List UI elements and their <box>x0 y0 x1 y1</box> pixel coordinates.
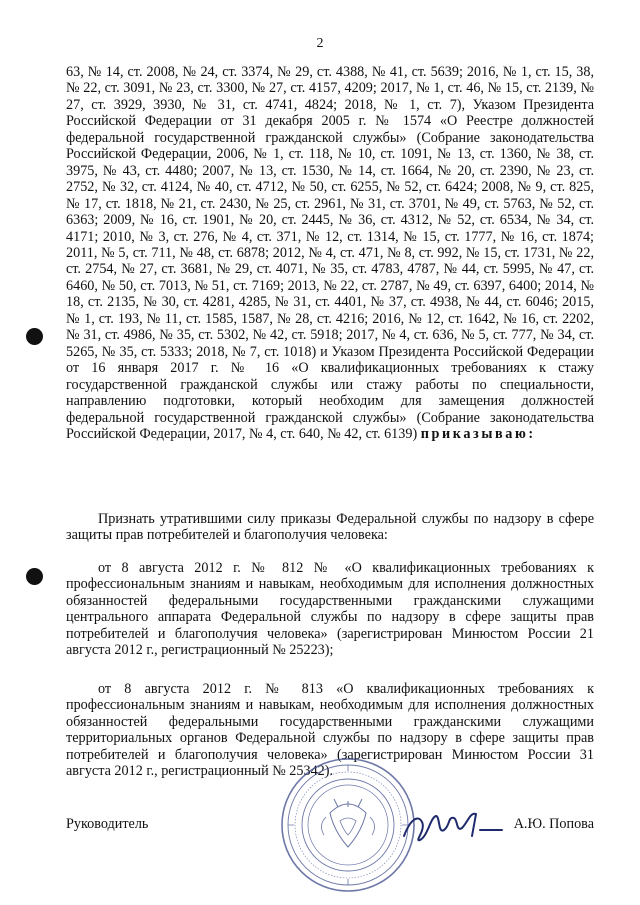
paragraph-order-812 <box>66 560 594 659</box>
signature-block <box>66 816 594 836</box>
order-813-text: от 8 августа 2012 г. № 813 «О квалификационных требованиях к профессиональным знаниям и навыкам, необходимым для исполнения должностных обязанностей федеральными государственными гражданскими служащими территориальных органов Федеральной службы по надзору в сфере защиты прав потребителей и благополучия человека» (зарегистрирован Минюстом России 31 августа 2012 г., регистрационный № 25342). <box>66 681 594 780</box>
paragraph-repeal <box>66 511 594 544</box>
page-number: 2 <box>316 36 324 51</box>
order-word: приказываю: <box>420 425 536 442</box>
punch-hole <box>26 328 43 345</box>
signer-title: Руководитель <box>66 816 149 832</box>
legal-basis-text: 63, № 14, ст. 2008, № 24, ст. 3374, № 29, ст. 4388, № 41, ст. 5639; 2016, № 1, ст. 15, 38, № 22, ст. 3091, № 23, ст. 3300, № 27, ст. 4157, 4209; 2017, № 1, ст. 46, № 15, ст. 2139, № 27, ст. 3929, 3930, № 31, ст. 4741, 4824; 2018, № 1, ст. 7), Указом Президента Российской Федерации от 31 декабря 2005 г. № 1574 «О Реестре должностей федеральной государственной гражданской службы» (Собрание законодательства Российской Федерации, 2006, № 1, ст. 118, № 10, ст. 1091, № 13, ст. 1360, № 38, ст. 3975, № 43, ст. 4480; 2007, № 13, ст. 1530, № 14, ст. 1664, № 20, ст. 2390, № 23, ст. 2752, № 32, ст. 4124, № 40, ст. 4712, № 50, ст. 6255, № 52, ст. 6424; 2008, № 9, ст. 825, № 17, ст. 1818, № 21, ст. 2430, № 25, ст. 2961, № 31, ст. 3701, № 49, ст. 5763, № 52, ст. 6363; 2009, № 16, ст. 1901, № 20, ст. 2445, № 36, ст. 4312, № 52, ст. 6534, № 34, ст. 4171; 2010, № 3, ст. 276, № 4, ст. 371, № 12, ст. 1314, № 15, ст. 1777, № 16, ст. 1874; 2011, № 5, ст. 711, № 48, ст. 6878; 2012, № 4, ст. 471, № 8, ст. 992, № 15, ст. 1731, № 22, ст. 2754, № 27, ст. 3681, № 29, ст. 4071, № 35, ст. 4783, 4787, № 44, ст. 5995, № 47, ст. 6460, № 50, ст. 7013, № 51, ст. 7169; 2013, № 22, ст. 2787, № 49, ст. 6397, 6400; 2014, № 18, ст. 2135, № 30, ст. 4281, 4285, № 31, ст. 4401, № 37, ст. 4938, № 44, ст. 6046; 2015, № 1, ст. 193, № 11, ст. 1585, 1587, № 28, ст. 4216; 2016, № 12, ст. 1642, № 16, ст. 2202, № 31, ст. 4986, № 35, ст. 5302, № 42, ст. 5918; 2017, № 4, ст. 636, № 5, ст. 777, № 34, ст. 5265, № 35, ст. 5333; 2018, № 7, ст. 1018) и Указом Президента Российской Федерации от 16 января 2017 г. № 16 «О квалификационных требованиях к стажу государственной гражданской службы или стажу работы по специальности, направлению подготовки, который необходим для замещения должностей федеральной государственной гражданской службы» (Собрание законодательства Российской Федерации, 2017, № 4, ст. 640, № 42, ст. 6139) <box>66 64 594 442</box>
paragraph-legal-basis <box>66 64 594 442</box>
signer-name: А.Ю. Попова <box>513 816 594 832</box>
punch-hole <box>26 568 43 585</box>
repeal-text: Признать утратившими силу приказы Федеральной службы по надзору в сфере защиты прав потребителей и благополучия человека: <box>66 511 594 544</box>
order-812-text: от 8 августа 2012 г. № 812 № «О квалификационных требованиях к профессиональным знаниям и навыкам, необходимым для исполнения должностных обязанностей федеральными государственными гражданскими служащими центрального аппарата Федеральной службы по надзору в сфере защиты прав потребителей и благополучия человека» (зарегистрирован Минюстом России 21 августа 2012 г., регистрационный № 25223); <box>66 560 594 659</box>
